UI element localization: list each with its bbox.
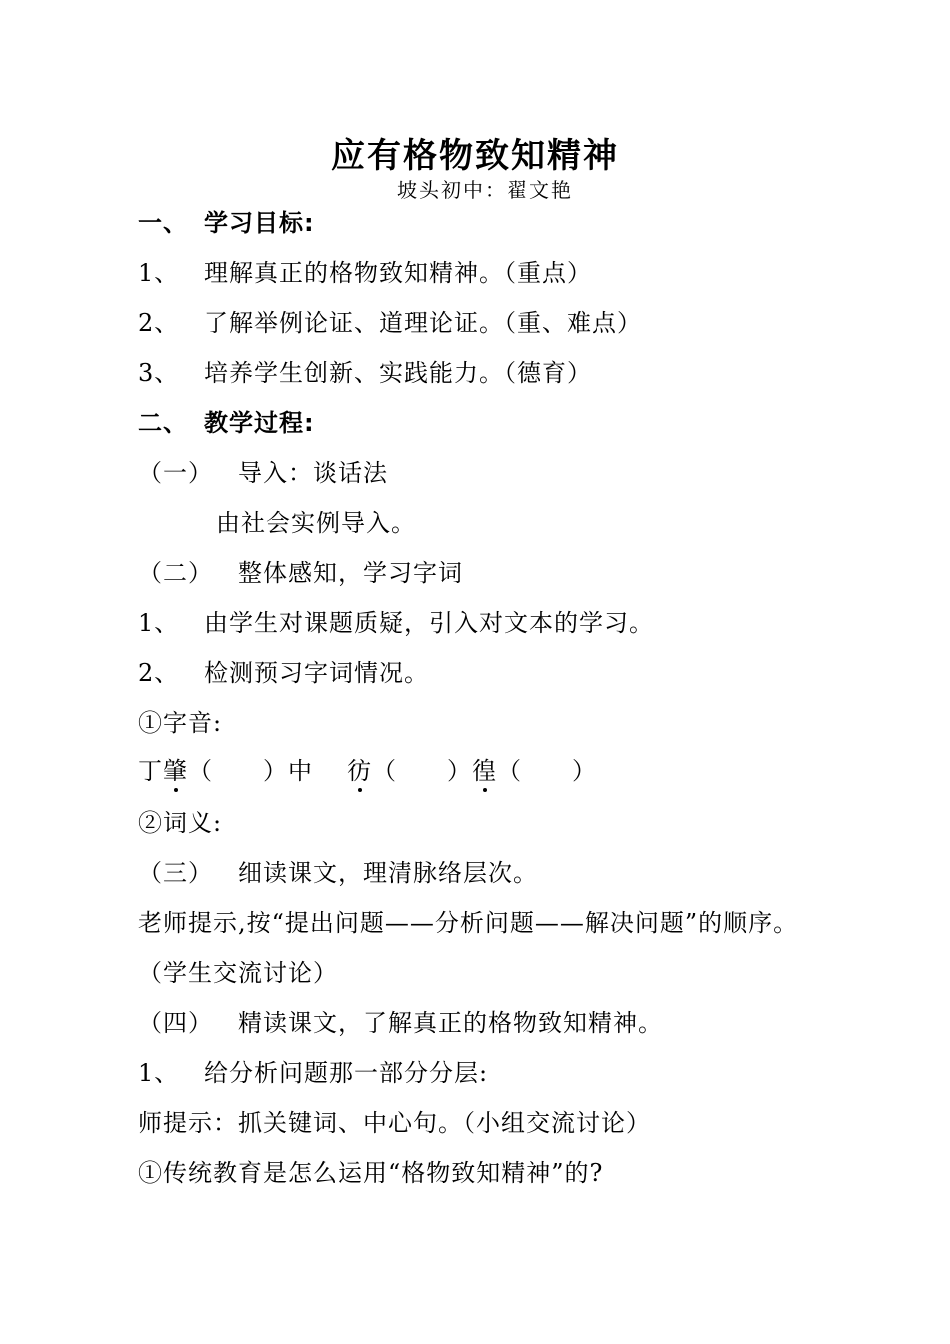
section-heading-goals [138,208,315,238]
pronunciation-label: ①字音: [138,709,223,737]
meaning-label: ②词义: [138,809,223,837]
blank-paren: （ ） [372,757,472,785]
goal-item [138,358,592,388]
goal-text: 理解真正的格物致知精神。（重点） [204,259,592,287]
list-item [138,608,654,638]
item-number: 2、 [138,659,180,687]
teacher-hint: 师提示：抓关键词、中心句。（小组交流讨论） [138,1109,651,1137]
step-number: （三） [138,859,213,887]
section-heading-process [138,408,315,438]
author-line: 坡头初中：翟文艳 [397,178,573,202]
step-number: （一） [138,459,213,487]
item-text: 检测预习字词情况。 [204,659,429,687]
teacher-hint: 老师提示,按“提出问题——分析问题——解决问题”的顺序。 [138,909,799,937]
dotted-char: 彷 [347,757,372,785]
page-title: 应有格物致知精神 [331,136,619,176]
blank-paren: （ ）中 [188,757,313,785]
dotted-char: 肇 [163,757,188,785]
note-text: （学生交流讨论） [138,959,338,987]
section-label: 学习目标: [204,209,315,237]
step-text: 导入：谈话法 [238,459,388,487]
step-heading [138,458,388,488]
step-text: 精读课文，了解真正的格物致知精神。 [238,1009,663,1037]
list-item [138,1058,488,1088]
pronunciation-row [138,756,597,786]
section-number: 一、 [138,209,188,237]
goal-item [138,258,592,288]
item-text: 由学生对课题质疑，引入对文本的学习。 [204,609,654,637]
section-label: 教学过程: [204,409,315,437]
goal-item [138,308,642,338]
dotted-char: 徨 [472,757,497,785]
section-number: 二、 [138,409,188,437]
word-char: 丁 [138,757,163,785]
item-number: 1、 [138,609,180,637]
step-heading [138,558,463,588]
goal-number: 1、 [138,259,180,287]
step-text: 细读课文，理清脉络层次。 [238,859,538,887]
list-item [138,658,429,688]
step-heading [138,1008,663,1038]
goal-number: 2、 [138,309,180,337]
step-detail: 由社会实例导入。 [216,509,416,537]
goal-text: 培养学生创新、实践能力。（德育） [204,359,592,387]
question-text: ①传统教育是怎么运用“格物致知精神”的? [138,1159,604,1187]
item-text: 给分析问题那一部分分层: [204,1059,489,1087]
step-number: （二） [138,559,213,587]
step-text: 整体感知，学习字词 [238,559,463,587]
step-heading [138,858,538,888]
item-number: 1、 [138,1059,180,1087]
goal-number: 3、 [138,359,180,387]
goal-text: 了解举例论证、道理论证。（重、难点） [204,309,642,337]
blank-paren: （ ） [497,757,597,785]
step-number: （四） [138,1009,213,1037]
